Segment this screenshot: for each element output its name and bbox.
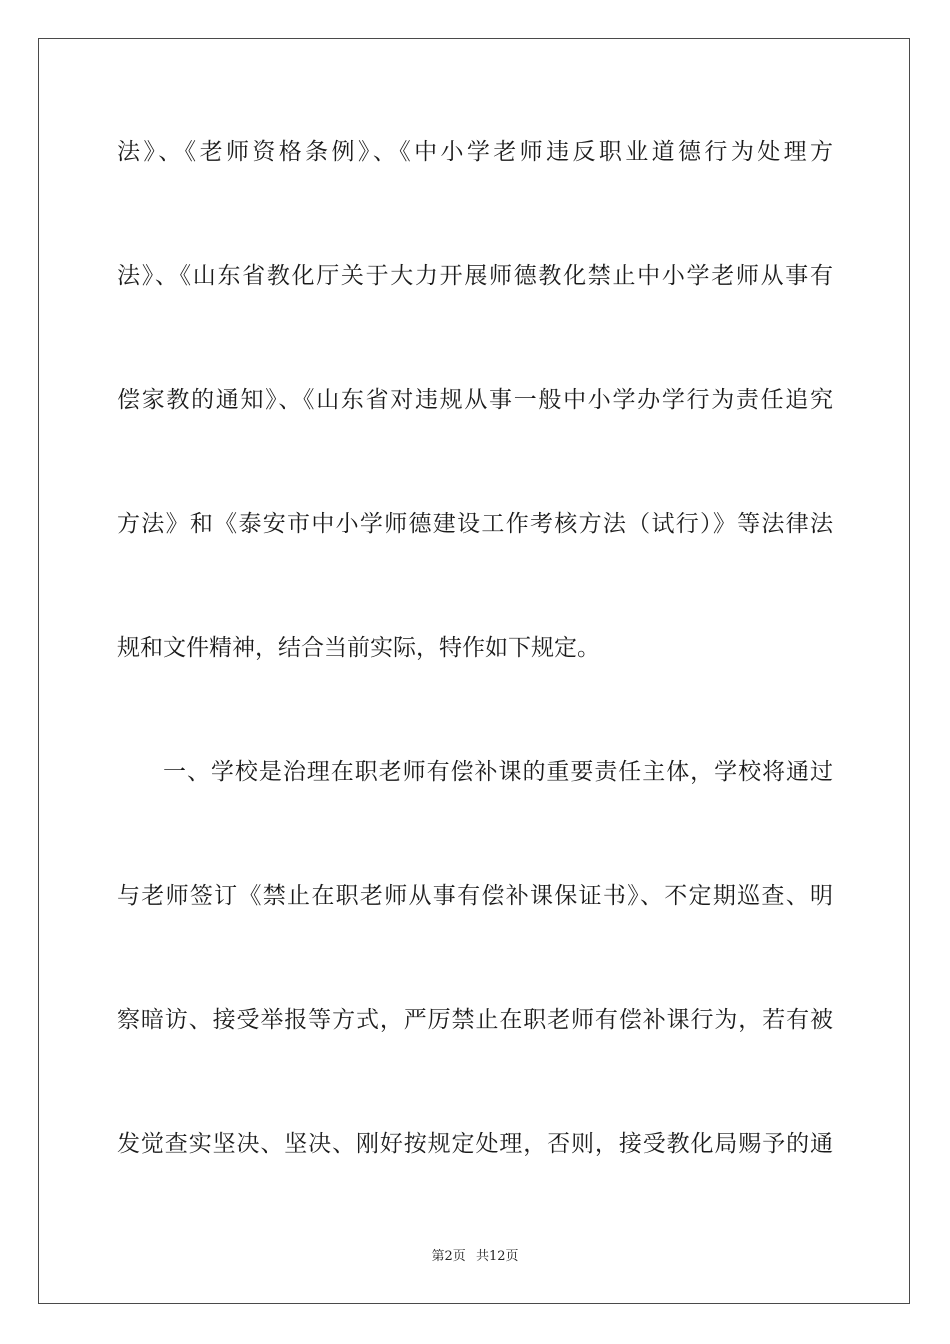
total-pages: 共12页 [475, 1249, 519, 1264]
page-footer [0, 1248, 950, 1266]
body-line-3: 偿家教的通知》、《山东省对违规从事一般中小学办学行为责任追究 [117, 387, 833, 413]
page-border [38, 38, 910, 1304]
page-number: 第2页 [431, 1249, 466, 1264]
paragraph-line-3: 察暗访、接受举报等方式，严厉禁止在职老师有偿补课行为，若有被 [117, 1007, 833, 1033]
body-line-2: 法》、《山东省教化厅关于大力开展师德教化禁止中小学老师从事有 [117, 263, 833, 289]
paragraph-line-4: 发觉查实坚决、坚决、刚好按规定处理，否则，接受教化局赐予的通 [117, 1131, 833, 1157]
body-line-4: 方法》和《泰安市中小学师德建设工作考核方法（试行）》等法律法 [117, 511, 833, 537]
paragraph-line-1: 一、学校是治理在职老师有偿补课的重要责任主体，学校将通过 [163, 759, 833, 785]
paragraph-line-2: 与老师签订《禁止在职老师从事有偿补课保证书》、不定期巡查、明 [117, 883, 833, 909]
body-line-5: 规和文件精神，结合当前实际，特作如下规定。 [117, 635, 600, 661]
body-line-1: 法》、《老师资格条例》、《中小学老师违反职业道德行为处理方 [117, 139, 833, 165]
